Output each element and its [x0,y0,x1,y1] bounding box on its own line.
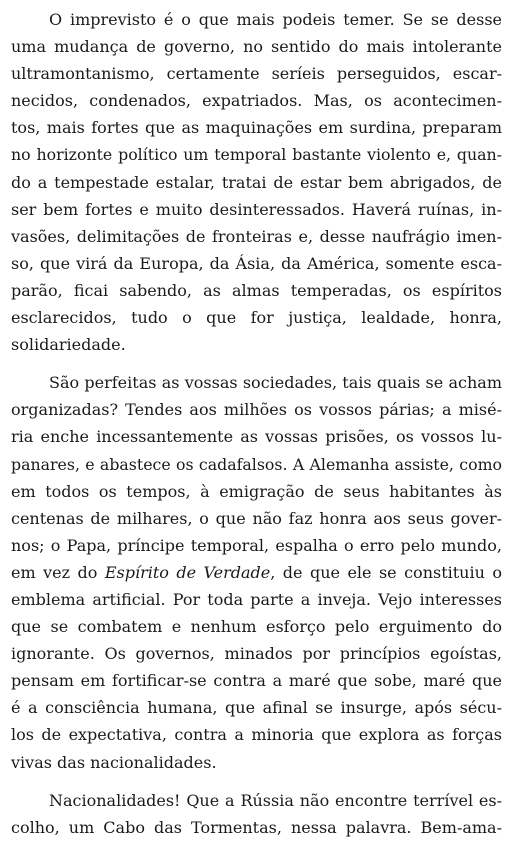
text-segment: , de que ele se constituiu o [270,562,502,582]
text-line: vasões, delimitações de fronteiras e, desse naufrágio imen- [11,226,502,246]
text-line: colho, um Cabo das Tormentas, nessa palavra. Bem-ama- [11,817,502,837]
text-line: São perfeitas as vossas sociedades, tais quais se acham [49,373,502,393]
text-line: panares, e abastece os cadafalsos. A Alemanha assiste, como [11,454,502,474]
text-line: que se combatem e nenhum esforço pelo erguimento do [11,617,502,637]
paragraph-1 [11,6,502,358]
text-line: ria enche incessantemente as vossas prisões, os vossos lu- [11,427,502,447]
text-line: solidariedade. [11,335,126,355]
text-line: vivas das nacionalidades. [11,752,217,772]
paragraph-2 [11,369,502,775]
emphasis-text: Espírito de Verdade [104,562,271,582]
paragraph-3 [11,787,502,841]
text-line: tos, mais fortes que as maquinações em surdina, preparam [11,118,502,138]
text-segment: em vez do [11,562,98,582]
text-line: pensam em fortificar-se contra a maré que sobe, maré que [11,671,502,691]
text-line: so, que virá da Europa, da Ásia, da América, somente esca- [11,253,502,273]
text-line: nos; o Papa, príncipe temporal, espalha o erro pelo mundo, [11,535,502,555]
text-line: ignorante. Os governos, minados por princípios egoístas, [11,644,502,664]
text-line: esclarecidos, tudo o que for justiça, lealdade, honra, [11,308,502,328]
text-line: em todos os tempos, à emigração de seus habitantes às [11,481,502,501]
text-line: do a tempestade estalar, tratai de estar bem abrigados, de [11,172,502,192]
text-line: ultramontanismo, certamente seríeis perseguidos, escar- [11,64,502,84]
text-line: Nacionalidades! Que a Rússia não encontre terrível es- [49,790,502,810]
text-line: emblema artificial. Por toda parte a inveja. Vejo interesses [11,589,502,609]
text-line: no horizonte político um temporal bastante violento e, quan- [11,145,502,165]
text-line: los de expectativa, contra a minoria que explora as forças [11,725,502,745]
text-line: parão, ficai sabendo, as almas temperadas, os espíritos [11,280,502,300]
text-line: é a consciência humana, que afinal se insurge, após sécu- [11,698,502,718]
text-line: centenas de milhares, o que não faz honra aos seus gover- [11,508,502,528]
text-line-with-emphasis [11,559,502,586]
text-line: ser bem fortes e muito desinteressados. Haverá ruínas, in- [11,199,502,219]
text-line: necidos, condenados, expatriados. Mas, os acontecimen- [11,91,502,111]
text-line: organizadas? Tendes aos milhões os vossos párias; a misé- [11,400,502,420]
text-line: O imprevisto é o que mais podeis temer. Se se desse [49,10,502,29]
text-line: uma mudança de governo, no sentido do mais intolerante [11,37,502,57]
